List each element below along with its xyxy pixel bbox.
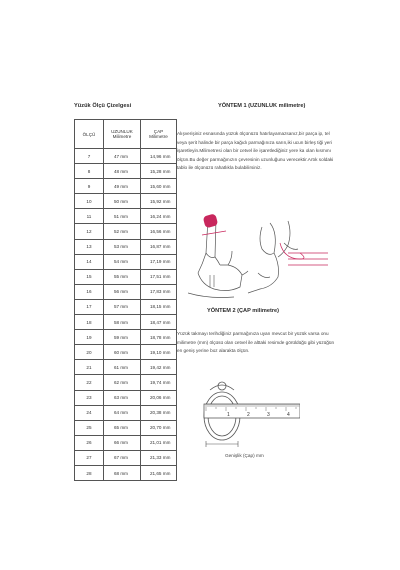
cell-diameter: 15,28 mm: [140, 164, 176, 179]
cell-length: 47 mm: [103, 149, 140, 164]
cell-length: 66 mm: [103, 435, 140, 450]
string-loop: [280, 243, 304, 259]
table-row: [75, 269, 177, 284]
finger-measure-illustration: [188, 213, 328, 305]
table-row: [75, 360, 177, 375]
cell-diameter: 20,06 mm: [140, 390, 176, 405]
table-row: [75, 149, 177, 164]
cell-diameter: 14,96 mm: [140, 149, 176, 164]
cell-diameter: 20,70 mm: [140, 420, 176, 435]
cell-size: 9: [75, 179, 104, 194]
cell-length: 53 mm: [103, 239, 140, 254]
cell-diameter: 19,10 mm: [140, 345, 176, 360]
header-diameter-line2: Milimetre: [149, 134, 168, 139]
cell-size: 27: [75, 450, 104, 465]
diameter-caption: Genişlik (Çap) mm: [225, 453, 264, 458]
cell-length: 63 mm: [103, 390, 140, 405]
cell-length: 65 mm: [103, 420, 140, 435]
cell-diameter: 16,56 mm: [140, 224, 176, 239]
table-body: [75, 149, 177, 481]
table-row: [75, 209, 177, 224]
table-row: [75, 315, 177, 330]
cell-size: 12: [75, 224, 104, 239]
cell-length: 51 mm: [103, 209, 140, 224]
method2-text: Yüzük takmayı terihdiğiniz parmağınıza uyan mevcut bir yüzük varsa onu milimetre (mm) ölçüsü olan cetvel ile alttaki resimde görüldüğü gibi yüzüğün en geniş yerine boz alarakta ölçün.: [177, 331, 335, 354]
cell-size: 22: [75, 375, 104, 390]
table-row: [75, 345, 177, 360]
cell-length: 64 mm: [103, 405, 140, 420]
table-row: [75, 239, 177, 254]
header-size: ÖLÇÜ: [75, 120, 104, 149]
cell-diameter: 21,33 mm: [140, 450, 176, 465]
table-row: [75, 405, 177, 420]
method1-text: Alışverişiniz esnasında yüzük ölçünüzü hatırlayamazsanız,bir parça ip, tel veya şerit halinde bir parça kağıdı parmağınıza sarın,iki ucun birleş tiği yeri işaretleyin.Milimetresi olan bir cetvel ile işaretlediğiniz yere ka olan kısmını ölçün.Bu değer parmağınızın çevresinin uzunluğunu verecektir.Artık soldaki tablo ile ölçünüzü rahatlıkla bulabilirsiniz.: [177, 131, 334, 171]
cell-size: 24: [75, 405, 104, 420]
ruler-drawing: [204, 404, 300, 418]
ruler-label-1: 1: [227, 412, 230, 418]
cell-size: 18: [75, 315, 104, 330]
cell-diameter: 20,38 mm: [140, 405, 176, 420]
cell-diameter: 21,65 mm: [140, 465, 176, 480]
cell-diameter: 21,01 mm: [140, 435, 176, 450]
cell-length: 50 mm: [103, 194, 140, 209]
cell-length: 49 mm: [103, 179, 140, 194]
cell-length: 61 mm: [103, 360, 140, 375]
cell-size: 10: [75, 194, 104, 209]
header-diameter: [140, 120, 176, 149]
diameter-arrow: [206, 441, 238, 447]
ruler-label-2: 2: [247, 412, 250, 418]
cell-size: 28: [75, 465, 104, 480]
cell-length: 68 mm: [103, 465, 140, 480]
cell-diameter: 16,87 mm: [140, 239, 176, 254]
cell-length: 60 mm: [103, 345, 140, 360]
header-length-line1: UZUNLUK: [111, 129, 133, 134]
method2-title: YÖNTEM 2 (ÇAP milimetre): [207, 308, 280, 314]
cell-size: 14: [75, 254, 104, 269]
table-row: [75, 254, 177, 269]
header-diameter-line1: ÇAP: [153, 129, 164, 134]
cell-diameter: 15,60 mm: [140, 179, 176, 194]
cell-length: 54 mm: [103, 254, 140, 269]
cell-diameter: 18,78 mm: [140, 330, 176, 345]
cell-diameter: 19,42 mm: [140, 360, 176, 375]
cell-length: 56 mm: [103, 284, 140, 299]
cell-diameter: 17,19 mm: [140, 254, 176, 269]
cell-length: 58 mm: [103, 315, 140, 330]
cell-length: 59 mm: [103, 330, 140, 345]
table-row: [75, 164, 177, 179]
table-row: [75, 299, 177, 314]
ruler-label-3: 3: [267, 412, 270, 418]
table-row: [75, 284, 177, 299]
cell-size: 8: [75, 164, 104, 179]
cell-size: 15: [75, 269, 104, 284]
cell-length: 57 mm: [103, 299, 140, 314]
table-header-row: [75, 120, 177, 149]
table-row: [75, 224, 177, 239]
left-hand-drawing: [188, 219, 248, 298]
ring-ruler-illustration: [196, 378, 300, 450]
cell-size: 26: [75, 435, 104, 450]
ring-chart-title: Yüzük Ölçü Çizelgesi: [74, 103, 132, 109]
cell-diameter: 17,51 mm: [140, 269, 176, 284]
ring-size-table: [74, 119, 177, 481]
cell-size: 20: [75, 345, 104, 360]
cell-size: 16: [75, 284, 104, 299]
mark-line: [210, 275, 214, 287]
table-row: [75, 420, 177, 435]
cell-diameter: 18,47 mm: [140, 315, 176, 330]
cell-diameter: 19,74 mm: [140, 375, 176, 390]
cell-size: 17: [75, 299, 104, 314]
table-row: [75, 390, 177, 405]
cell-diameter: 15,92 mm: [140, 194, 176, 209]
table-row: [75, 465, 177, 480]
cell-length: 48 mm: [103, 164, 140, 179]
cell-size: 21: [75, 360, 104, 375]
cell-size: 7: [75, 149, 104, 164]
header-length: [103, 120, 140, 149]
string-line: [202, 231, 226, 235]
cell-size: 13: [75, 239, 104, 254]
cell-length: 55 mm: [103, 269, 140, 284]
method1-title: YÖNTEM 1 (UZUNLUK milimetre): [218, 103, 306, 109]
header-length-line2: Milimetre: [112, 134, 132, 139]
table-row: [75, 194, 177, 209]
cell-size: 11: [75, 209, 104, 224]
cell-length: 52 mm: [103, 224, 140, 239]
table-row: [75, 330, 177, 345]
cell-length: 62 mm: [103, 375, 140, 390]
cell-length: 67 mm: [103, 450, 140, 465]
cell-diameter: 16,24 mm: [140, 209, 176, 224]
table-row: [75, 435, 177, 450]
cell-diameter: 17,83 mm: [140, 284, 176, 299]
ruler-strips: [288, 253, 328, 265]
cell-size: 25: [75, 420, 104, 435]
ruler-label-4: 4: [287, 412, 290, 418]
table-row: [75, 450, 177, 465]
cell-diameter: 18,15 mm: [140, 299, 176, 314]
table-row: [75, 375, 177, 390]
cell-size: 23: [75, 390, 104, 405]
cell-size: 19: [75, 330, 104, 345]
table-row: [75, 179, 177, 194]
